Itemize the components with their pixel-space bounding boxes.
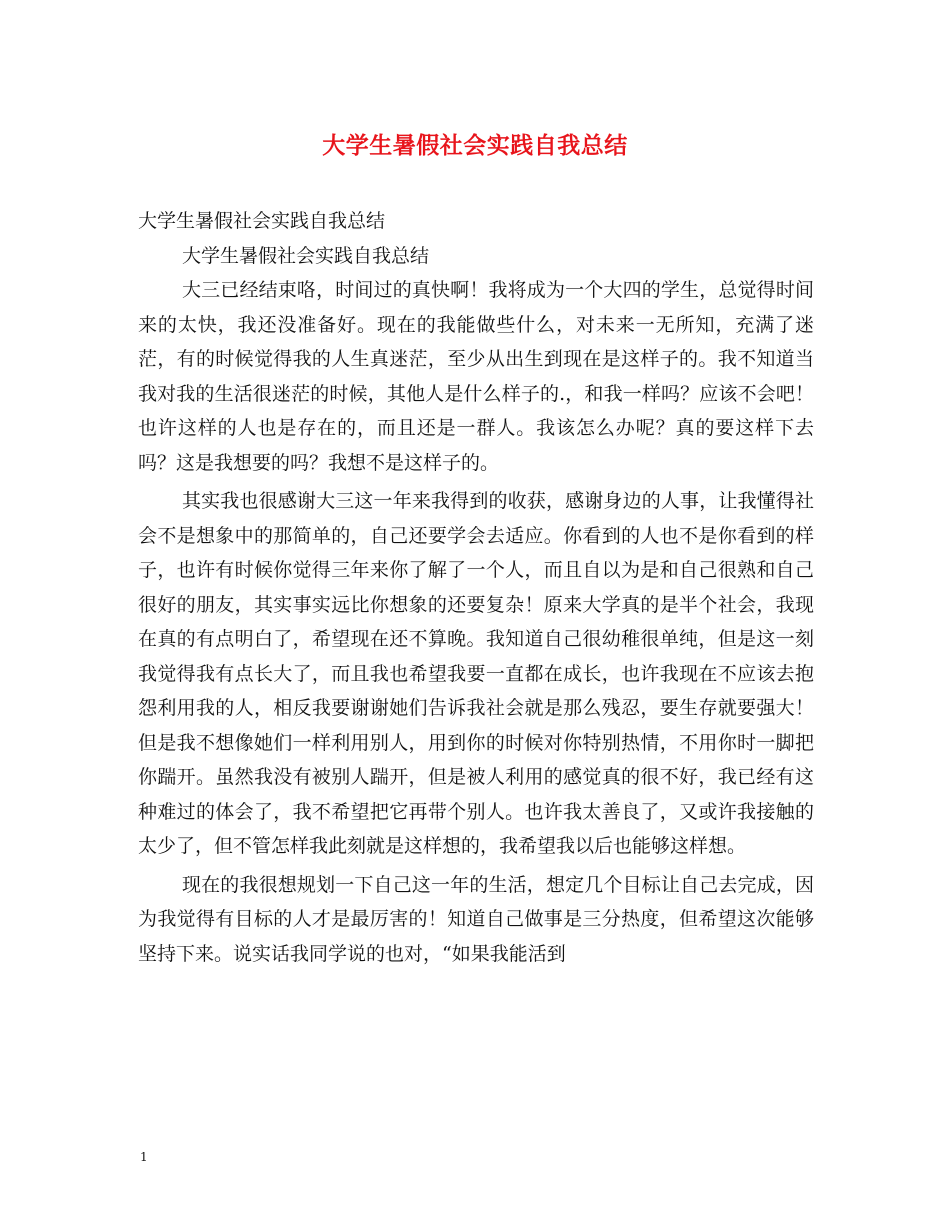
page-number: 1 xyxy=(140,1150,148,1164)
subheading-line: 大学生暑假社会实践自我总结 xyxy=(182,244,430,267)
document-title: 大学生暑假社会实践自我总结 xyxy=(322,132,628,159)
document-body xyxy=(138,204,814,971)
paragraph: 大三已经结束咯，时间过的真快啊！我将成为一个大四的学生，总觉得时间来的太快，我还没准备好。现在的我能做些什么，对未来一无所知，充满了迷茫，有的时候觉得我的人生真迷茫，至少从出生到现在是这样子的。我不知道当我对我的生活很迷茫的时候，其他人是什么样子的.，和我一样吗？应该不会吧！也许这样的人也是存在的，而且还是一群人。我该怎么办呢？真的要这样下去吗？这是我想要的吗？我想不是这样子的。 xyxy=(138,279,814,474)
paragraph: 现在的我很想规划一下自己这一年的生活，想定几个目标让自己去完成，因为我觉得有目标的人才是最厉害的！知道自己做事是三分热度，但希望这次能够坚持下来。说实话我同学说的也对，“如果我能活到 xyxy=(138,873,814,965)
heading-line: 大学生暑假社会实践自我总结 xyxy=(138,210,386,232)
paragraph: 其实我也很感谢大三这一年来我得到的收获，感谢身边的人事，让我懂得社会不是想象中的那简单的，自己还要学会去适应。你看到的人也不是你看到的样子，也许有时候你觉得三年来你了解了一个人，而且自以为是和自己很熟和自己很好的朋友，其实事实远比你想象的还要复杂！原来大学真的是半个社会，我现在真的有点明白了，希望现在还不算晚。我知道自己很幼稚很单纯，但是这一刻我觉得我有点长大了，而且我也希望我要一直都在成长，也许我现在不应该去抱怨利用我的人，相反我要谢谢她们告诉我社会就是那么残忍，要生存就要强大！但是我不想像她们一样利用别人，用到你的时候对你特别热情，不用你时一脚把你踹开。虽然我没有被别人踹开，但是被人利用的感觉真的很不好，我已经有这种难过的体会了，我不希望把它再带个别人。也许我太善良了，又或许我接触的太少了，但不管怎样我此刻就是这样想的，我希望我以后也能够这样想。 xyxy=(138,490,814,857)
